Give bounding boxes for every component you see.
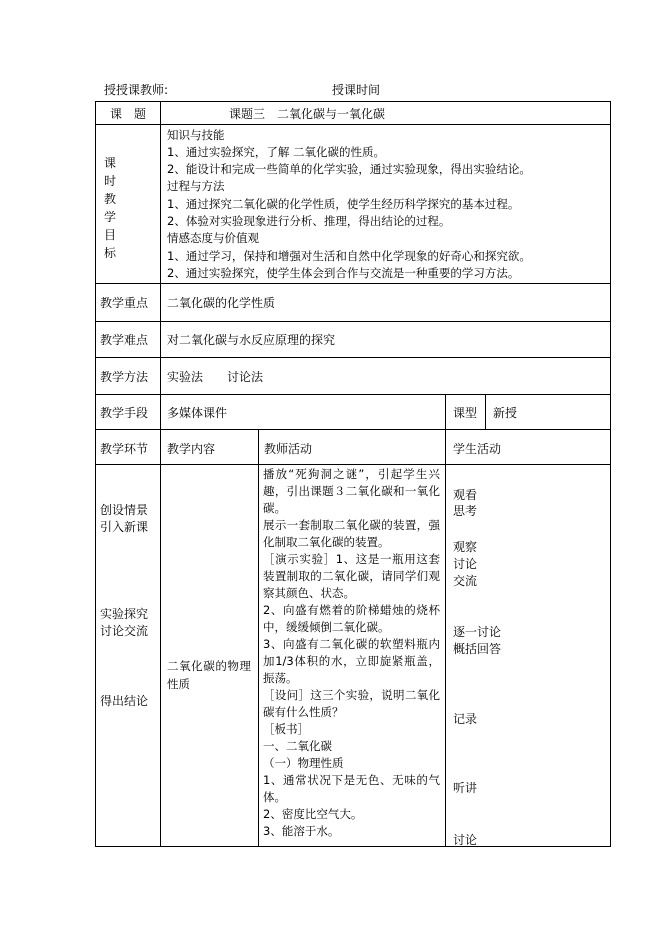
objectives-label-char: 目	[103, 228, 116, 242]
content-cell: 二氧化碳的物理性质	[167, 659, 251, 691]
objectives-label-char: 课	[103, 156, 116, 170]
student-item: 讨论	[453, 557, 478, 571]
stage-item: 得出结论	[100, 694, 149, 708]
objectives-label-char: 标	[103, 246, 116, 260]
lesson-type-label: 课型	[453, 406, 478, 420]
header	[104, 81, 564, 97]
stage-item: 引入新课	[100, 520, 149, 534]
objectives-label-char: 学	[103, 210, 116, 224]
teacher-para: 2、向盛有燃着的阶梯蜡烛的烧杯中，缓缓倾倒二氧化碳。	[263, 603, 440, 634]
teacher-para: ［演示实验］1、这是一瓶用这套装置制取的二氧化碳，请同学们观察其颜色、状态。	[263, 552, 440, 600]
teacher-para: ［板书］	[263, 722, 309, 736]
objective-line: 1、通过学习，保持和增强对生活和自然中化学现象的好奇心和探究欲。	[167, 249, 531, 263]
objectives-label-char: 教	[103, 192, 116, 206]
key-point-value: 二氧化碳的化学性质	[167, 296, 276, 310]
row-sep	[95, 321, 611, 322]
teacher-label: 授授课教师:	[104, 83, 169, 97]
row-sep	[95, 283, 611, 284]
col-header-student: 学生活动	[453, 442, 502, 456]
col-sep	[160, 101, 161, 847]
col-header-stage: 教学环节	[100, 442, 149, 456]
col-sep	[445, 394, 446, 429]
col-sep	[485, 394, 486, 429]
teacher-activity	[263, 466, 440, 840]
stage-item: 创设情景	[100, 503, 149, 517]
method-label: 教学方法	[100, 370, 149, 384]
topic-value: 课题三 二氧化碳与一氧化碳	[229, 107, 386, 121]
row-sep	[95, 357, 611, 358]
means-label: 教学手段	[100, 406, 149, 420]
student-item: 观察	[453, 540, 478, 554]
objective-heading: 过程与方法	[167, 179, 225, 193]
student-item: 概括回答	[453, 642, 502, 656]
student-item: 交流	[453, 574, 478, 588]
student-item: 讨论	[453, 833, 478, 847]
objective-line: 1、通过探究二氧化碳的化学性质，使学生经历科学探究的基本过程。	[167, 197, 520, 211]
objective-line: 1、通过实验探究，了解 二氧化碳的性质。	[167, 145, 385, 159]
student-item: 思考	[453, 504, 478, 518]
objective-heading: 知识与技能	[167, 128, 225, 142]
student-item: 观看	[453, 488, 478, 502]
border-top	[95, 101, 611, 102]
teacher-para: 2、密度比空气大。	[263, 807, 363, 821]
difficulty-value: 对二氧化碳与水反应原理的探究	[167, 333, 336, 347]
stage-item: 讨论交流	[100, 624, 149, 638]
student-item: 逐一讨论	[453, 625, 502, 639]
teacher-para: 播放“死狗洞之谜”，引起学生兴趣，引出课题３二氧化碳和一氧化碳。	[263, 467, 440, 515]
lesson-type-value: 新授	[493, 406, 518, 420]
objectives-label-char: 时	[103, 174, 116, 188]
border-right	[610, 101, 611, 847]
row-sep	[95, 394, 611, 395]
objective-heading: 情感态度与价值观	[167, 231, 259, 245]
row-sep	[95, 124, 611, 125]
col-sep	[258, 429, 259, 847]
teacher-para: （一）物理性质	[263, 756, 344, 770]
topic-label: 课 题	[109, 107, 146, 121]
time-label: 授课时间	[332, 83, 381, 97]
student-item: 听讲	[453, 781, 478, 795]
teacher-para: 一、二氧化碳	[263, 739, 332, 753]
objective-line: 2、通过实验探究，使学生体会到合作与交流是一种重要的学习方法。	[167, 266, 520, 280]
teacher-para: 展示一套制取二氧化碳的装置，强化制取二氧化碳的装置。	[263, 518, 440, 549]
stage-item: 实验探究	[100, 607, 149, 621]
row-sep	[95, 464, 611, 465]
objective-line: 2、能设计和完成一些简单的化学实验，通过实验现象，得出实验结论。	[167, 162, 531, 176]
objective-line: 2、体验对实验现象进行分析、推理，得出结论的过程。	[167, 214, 451, 228]
col-sep	[445, 429, 446, 847]
border-bottom	[95, 846, 611, 847]
method-value: 实验法 讨论法	[167, 370, 264, 384]
col-header-content: 教学内容	[167, 442, 216, 456]
key-point-label: 教学重点	[100, 296, 149, 310]
teacher-para: 1、通常状况下是无色、无味的气体。	[263, 773, 440, 804]
row-sep	[95, 429, 611, 430]
difficulty-label: 教学难点	[100, 333, 149, 347]
teacher-para: ［设问］这三个实验，说明二氧化碳有什么性质？	[263, 688, 440, 719]
border-left	[95, 101, 96, 847]
student-item: 记录	[453, 712, 478, 726]
col-header-teacher: 教师活动	[264, 442, 313, 456]
teacher-para: 3、能溶于水。	[263, 824, 340, 838]
teacher-para: 3、向盛有二氧化碳的软塑料瓶内加1/3体积的水，立即旋紧瓶盖，振荡。	[263, 637, 440, 685]
means-value: 多媒体课件	[167, 406, 228, 420]
